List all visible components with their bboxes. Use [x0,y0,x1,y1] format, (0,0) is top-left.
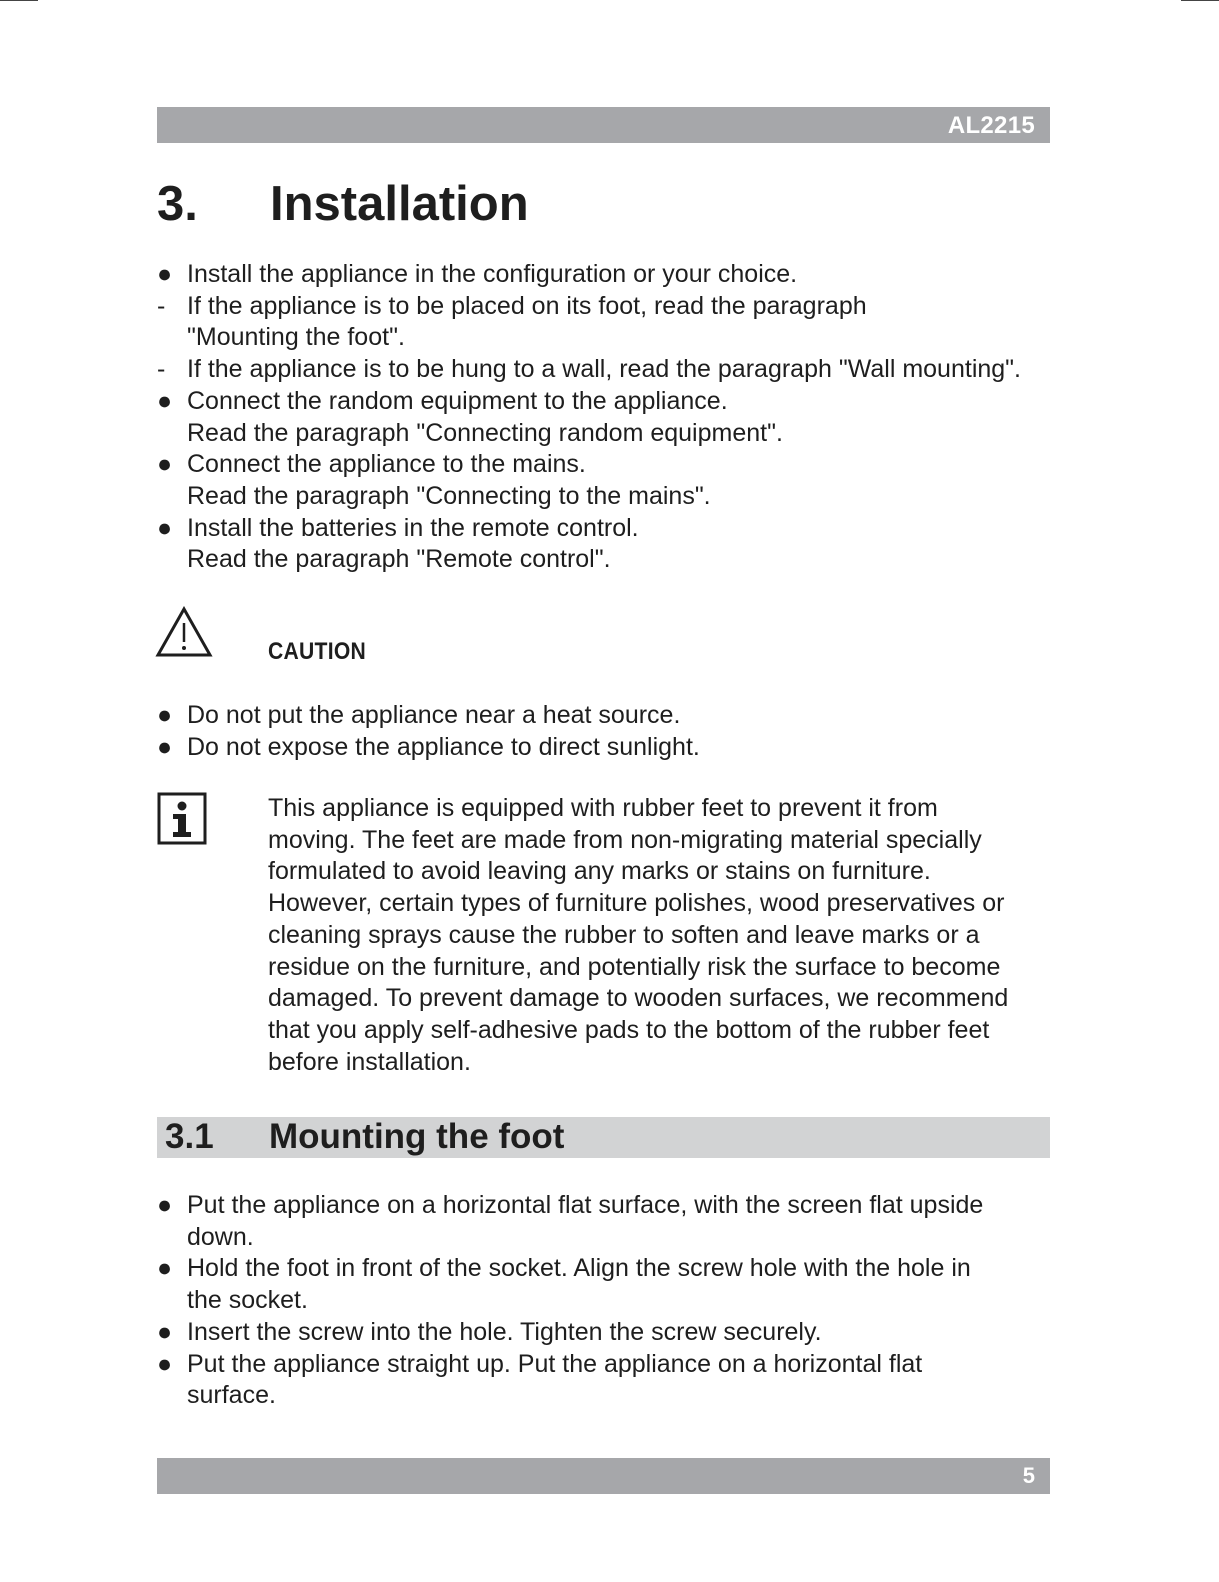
section-number: 3.1 [165,1117,214,1156]
bullet-marker: ● [157,386,173,415]
list-item [157,1190,983,1253]
list-item-text: Insert the screw into the hole. Tighten the screw securely. [187,1317,822,1346]
page-number: 5 [1022,1463,1035,1488]
list-item [157,386,1021,449]
dash-marker: - [157,355,166,384]
section-heading-bar [157,1117,1050,1158]
list-item-text: Put the appliance straight up. Put the appliance on a horizontal flat [187,1349,923,1378]
bullet-marker: ● [157,1191,173,1219]
list-item-text: down. [187,1222,254,1251]
model-number: AL2215 [947,112,1035,139]
list-item-text: the socket. [187,1286,308,1315]
section-title: Mounting the foot [269,1117,565,1156]
bullet-marker: ● [157,260,173,288]
warning-triangle-icon [155,606,213,658]
installation-steps-list [157,259,1021,576]
list-item-text: Do not put the appliance near a heat source. [187,701,681,729]
bullet-marker: ● [157,732,173,761]
list-item [157,700,700,732]
list-item-text: Install the appliance in the configuration or your choice. [187,260,798,288]
info-text-line: residue on the furniture, and potentially risk the surface to become [268,952,1001,981]
info-text-line: moving. The feet are made from non-migrating material specially [268,825,982,854]
info-text-line: cleaning sprays cause the rubber to soften and leave marks or a [268,920,980,949]
list-item-text: If the appliance is to be placed on its foot, read the paragraph [187,291,867,320]
list-item-text: Read the paragraph "Remote control". [187,545,611,574]
list-item [157,354,1021,386]
info-icon [157,792,209,846]
info-text-line: that you apply self-adhesive pads to the bottom of the rubber feet [268,1015,990,1044]
info-text-line: formulated to avoid leaving any marks or stains on furniture. [268,857,931,886]
list-item-text: Read the paragraph "Connecting random equipment". [187,418,783,447]
crop-mark-right [1181,0,1219,1]
bullet-marker: ● [157,450,173,479]
list-item-text: Put the appliance on a horizontal flat surface, with the screen flat upside [187,1191,984,1219]
list-item-text: "Mounting the foot". [187,323,405,352]
mounting-steps-list [157,1190,983,1412]
footer-bar [157,1458,1050,1494]
bullet-marker: ● [157,1317,173,1346]
list-item [157,291,1021,354]
crop-mark-left [0,0,38,1]
header-bar [157,107,1050,143]
chapter-title: Installation [270,177,529,231]
list-item [157,1349,983,1412]
list-item-text: Connect the random equipment to the appliance. [187,386,728,415]
info-note [268,793,1008,1078]
list-item-text: Hold the foot in front of the socket. Align the screw hole with the hole in [187,1254,971,1283]
info-text-line: before installation. [268,1047,471,1076]
list-item-text: surface. [187,1381,276,1410]
chapter-number: 3. [157,177,198,231]
bullet-marker: ● [157,1254,173,1283]
list-item-text: Read the paragraph "Connecting to the mains". [187,481,711,510]
caution-label: CAUTION [268,638,367,665]
bullet-marker: ● [157,1349,173,1378]
list-item [157,732,700,764]
list-item-text: Install the batteries in the remote control. [187,513,639,542]
list-item [157,513,1021,576]
dash-marker: - [157,291,166,320]
bullet-marker: ● [157,701,173,729]
list-item [157,1253,983,1316]
list-item [157,449,1021,512]
info-text-line: However, certain types of furniture polishes, wood preservatives or [268,889,1005,918]
list-item-text: Do not expose the appliance to direct sunlight. [187,732,700,761]
list-item-text: If the appliance is to be hung to a wall, read the paragraph "Wall mounting". [187,355,1021,384]
list-item [157,259,1021,291]
list-item [157,1317,983,1349]
list-item-text: Connect the appliance to the mains. [187,450,586,479]
bullet-marker: ● [157,513,173,542]
info-text-line: damaged. To prevent damage to wooden surfaces, we recommend [268,984,1009,1013]
caution-list [157,700,700,763]
info-text-line: This appliance is equipped with rubber feet to prevent it from [268,794,938,822]
